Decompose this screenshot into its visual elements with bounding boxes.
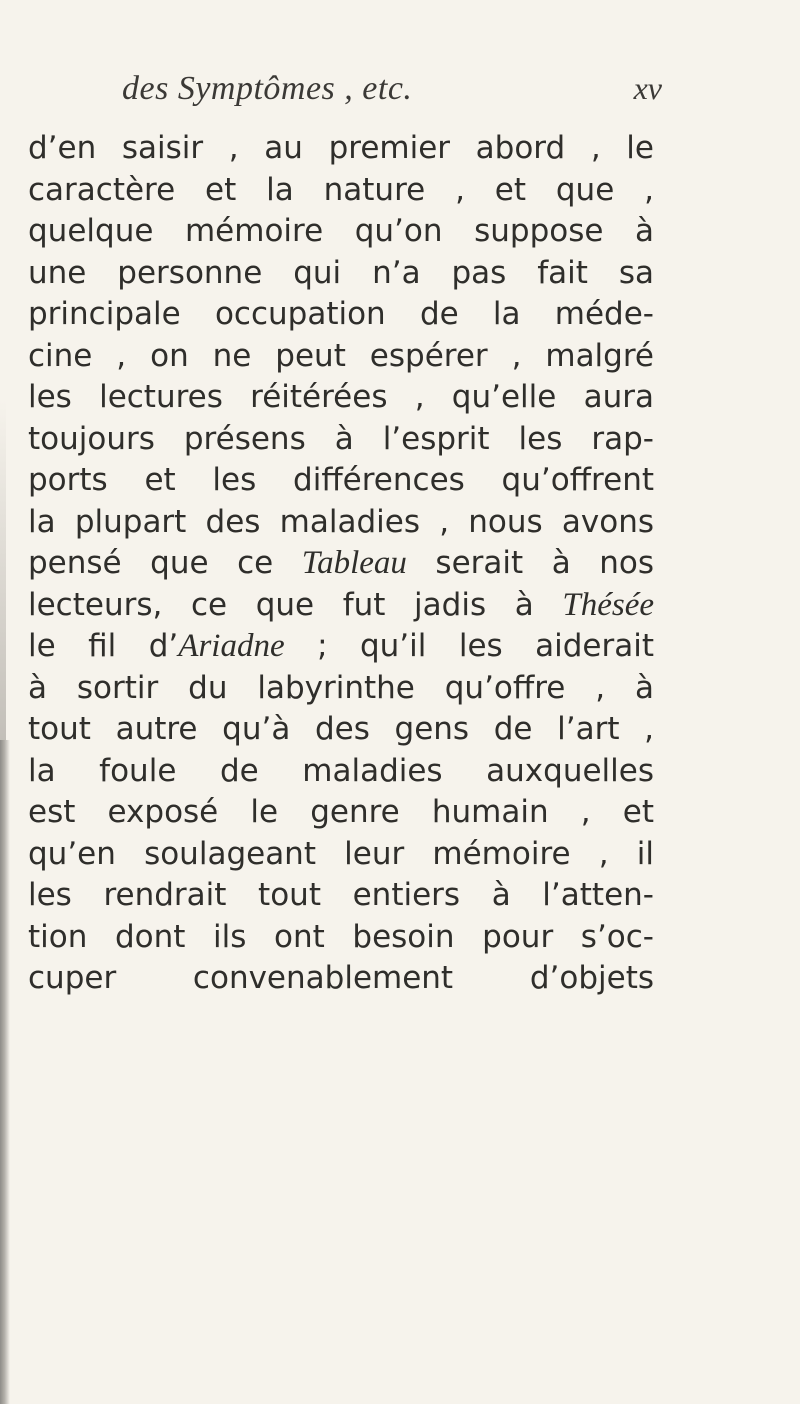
- text-segment: quelque mémoire qu’on suppose à: [28, 213, 654, 249]
- text-segment: qu’en soulageant leur mémoire , il: [28, 835, 654, 872]
- text-line: [28, 128, 654, 170]
- text-line: [28, 253, 654, 295]
- text-segment: à sortir du labyrinthe qu’offre , à: [28, 669, 654, 706]
- text-line: [28, 668, 654, 710]
- text-line: [28, 917, 654, 959]
- text-segment: ; qu’il les aiderait: [284, 628, 654, 664]
- running-head: [122, 70, 662, 114]
- text-line: [28, 170, 654, 212]
- text-line: [28, 709, 654, 751]
- text-line: [28, 626, 654, 668]
- italic-term: Tableau: [301, 545, 407, 581]
- text-segment: est exposé le genre humain , et: [28, 794, 654, 830]
- text-segment: tout autre qu’à des gens de l’art ,: [28, 711, 654, 747]
- text-segment: cine , on ne peut espérer , malgré: [28, 337, 654, 374]
- text-segment: cuper convenablement d’objets: [28, 960, 654, 996]
- text-line: [28, 834, 654, 876]
- text-segment: le fil d’: [28, 628, 179, 664]
- text-line: [28, 751, 654, 793]
- text-line: [28, 294, 654, 336]
- italic-term: Ariadne: [178, 628, 285, 664]
- text-segment: d’en saisir , au premier abord , le: [28, 130, 654, 166]
- text-segment: la plupart des maladies , nous avons: [28, 503, 654, 540]
- text-line: [28, 377, 654, 419]
- text-segment: caractère et la nature , et que ,: [28, 171, 654, 208]
- binding-shadow-upper: [0, 400, 6, 740]
- text-line: [28, 543, 654, 585]
- text-segment: les rendrait tout entiers à l’atten-: [28, 877, 654, 913]
- binding-shadow: [0, 740, 10, 1404]
- text-segment: lecteurs, ce que fut jadis à: [28, 586, 563, 623]
- text-line: [28, 211, 654, 253]
- text-line: [28, 792, 654, 834]
- page-number: xv: [633, 70, 662, 106]
- text-line: [28, 336, 654, 378]
- text-line: [28, 875, 654, 917]
- text-segment: la foule de maladies auxquelles: [28, 752, 654, 789]
- text-line: [28, 958, 654, 1000]
- italic-term: Thésée: [562, 586, 654, 623]
- text-line: [28, 460, 654, 502]
- running-head-title: des Symptômes , etc.: [122, 70, 413, 107]
- text-line: [28, 585, 654, 627]
- text-segment: serait à nos: [406, 545, 654, 581]
- text-segment: toujours présens à l’esprit les rap-: [28, 420, 654, 457]
- body-text: [28, 128, 654, 1000]
- text-segment: principale occupation de la méde-: [28, 296, 654, 332]
- text-segment: tion dont ils ont besoin pour s’oc-: [28, 918, 654, 955]
- text-segment: ports et les différences qu’offrent: [28, 462, 654, 498]
- text-line: [28, 419, 654, 461]
- text-line: [28, 502, 654, 544]
- text-segment: une personne qui n’a pas fait sa: [28, 254, 654, 291]
- text-segment: pensé que ce: [28, 545, 302, 581]
- text-segment: les lectures réitérées , qu’elle aura: [28, 379, 654, 415]
